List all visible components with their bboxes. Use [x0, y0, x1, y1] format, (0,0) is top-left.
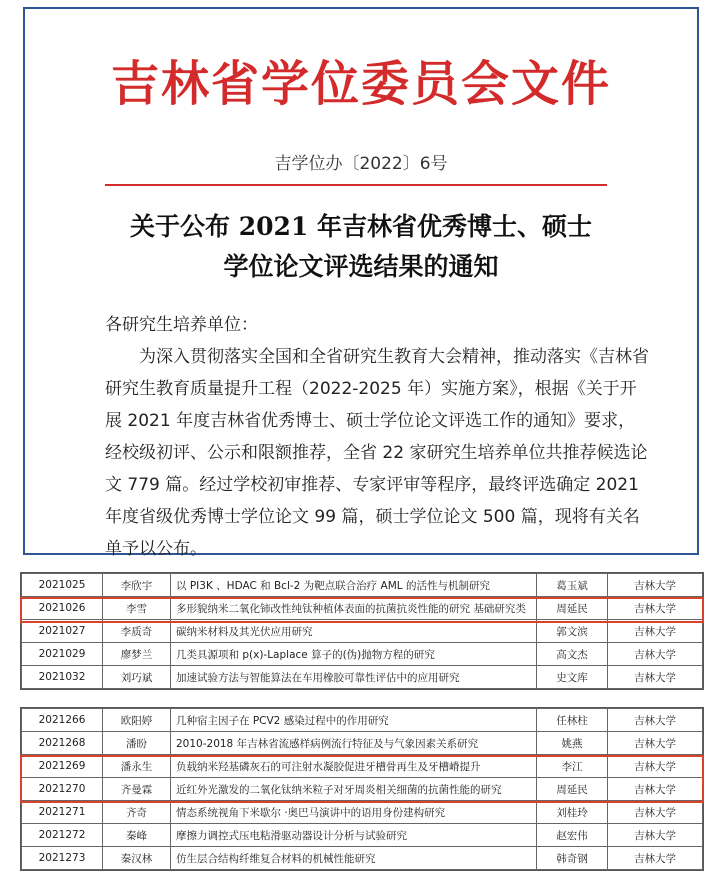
salutation: 各研究生培养单位： [105, 315, 258, 335]
cell-title: 加速试验方法与智能算法在车用橡胶可靠性评估中的应用研究 [171, 666, 537, 689]
body-paragraph: 为深入贯彻落实全国和全省研究生教育大会精神，推动落实《吉林省研究生教育质量提升工程（2022-2025 年）实施方案》，根据《关于开展 2021 年度吉林省优秀博士、硕士学位论文评选工作的通知》要求，经校级初评、公示和限额推荐，全省 22 家研究生培养单位共推荐候选论文 779 篇。经过学校初审推荐、专家评审等程序，最终评选确定 2021 年度省级优秀博士学位论文 99 篇，硕士学位论文 500 篇，现将有关名单予以公布。 [105, 347, 649, 559]
cell-name: 李欣宇 [103, 574, 171, 597]
cell-name: 潘盼 [103, 732, 171, 755]
document-title [25, 207, 697, 287]
cell-id: 2021029 [22, 643, 103, 666]
cell-supervisor: 刘桂玲 [537, 801, 608, 824]
cell-supervisor: 李江 [537, 755, 608, 778]
cell-name: 欧阳婷 [103, 709, 171, 732]
cell-name: 李雪 [103, 597, 171, 620]
title-line-2: 学位论文评选结果的通知 [223, 252, 499, 281]
cell-id: 2021268 [22, 732, 103, 755]
document-image [23, 7, 699, 559]
table-row [22, 801, 703, 824]
cell-id: 2021271 [22, 801, 103, 824]
cell-id: 2021269 [22, 755, 103, 778]
document-body [105, 309, 649, 565]
results-table-1 [20, 572, 704, 690]
cell-school: 吉林大学 [608, 755, 703, 778]
results-table-2-grid [21, 708, 703, 870]
table-row [22, 709, 703, 732]
title-line-1: 关于公布 2021 年吉林省优秀博士、硕士 [130, 212, 592, 241]
cell-title: 摩擦力调控式压电粘滑驱动器设计分析与试验研究 [171, 824, 537, 847]
cell-name: 潘永生 [103, 755, 171, 778]
results-table-2 [20, 707, 704, 871]
cell-name: 齐曼霖 [103, 778, 171, 801]
cell-supervisor: 高文杰 [537, 643, 608, 666]
red-divider [105, 184, 607, 186]
cell-supervisor: 史文库 [537, 666, 608, 689]
cell-name: 齐奇 [103, 801, 171, 824]
cell-name: 秦峰 [103, 824, 171, 847]
cell-supervisor: 周延民 [537, 778, 608, 801]
cell-id: 2021027 [22, 620, 103, 643]
cell-name: 李质奇 [103, 620, 171, 643]
table-row [22, 732, 703, 755]
cell-id: 2021032 [22, 666, 103, 689]
table-row [22, 824, 703, 847]
cell-id: 2021273 [22, 847, 103, 870]
table-row [22, 597, 703, 620]
table-row [22, 847, 703, 870]
cell-title: 近红外光激发的二氧化钛纳米粒子对牙周炎相关细菌的抗菌性能的研究 [171, 778, 537, 801]
cell-supervisor: 郭文滨 [537, 620, 608, 643]
table-row [22, 620, 703, 643]
cell-school: 吉林大学 [608, 620, 703, 643]
cell-school: 吉林大学 [608, 574, 703, 597]
cell-title: 2010-2018 年吉林省流感样病例流行特征及与气象因素关系研究 [171, 732, 537, 755]
cell-supervisor: 周延民 [537, 597, 608, 620]
cell-school: 吉林大学 [608, 709, 703, 732]
cell-supervisor: 葛玉斌 [537, 574, 608, 597]
cell-school: 吉林大学 [608, 666, 703, 689]
results-table-1-grid [21, 573, 703, 689]
cell-supervisor: 姚燕 [537, 732, 608, 755]
cell-school: 吉林大学 [608, 847, 703, 870]
cell-title: 几种宿主因子在 PCV2 感染过程中的作用研究 [171, 709, 537, 732]
cell-title: 仿生层合结构纤维复合材料的机械性能研究 [171, 847, 537, 870]
cell-id: 2021026 [22, 597, 103, 620]
cell-title: 几类具源项和 p(x)-Laplace 算子的(伪)抛物方程的研究 [171, 643, 537, 666]
document-number: 吉学位办〔2022〕6号 [274, 154, 448, 174]
cell-supervisor: 赵宏伟 [537, 824, 608, 847]
cell-title: 以 PI3K 、HDAC 和 Bcl-2 为靶点联合治疗 AML 的活性与机制研究 [171, 574, 537, 597]
table-row [22, 666, 703, 689]
cell-school: 吉林大学 [608, 778, 703, 801]
table-row [22, 574, 703, 597]
cell-school: 吉林大学 [608, 732, 703, 755]
cell-id: 2021270 [22, 778, 103, 801]
cell-name: 刘巧斌 [103, 666, 171, 689]
document-header: 吉林省学位委员会文件 [110, 56, 611, 112]
cell-school: 吉林大学 [608, 597, 703, 620]
cell-title: 负载纳米羟基磷灰石的可注射水凝胶促进牙槽骨再生及牙槽嵴提升 [171, 755, 537, 778]
cell-id: 2021272 [22, 824, 103, 847]
table-row [22, 755, 703, 778]
cell-title: 多形貌纳米二氧化铈改性纯钛种植体表面的抗菌抗炎性能的研究 基础研究类 [171, 597, 537, 620]
cell-supervisor: 韩奇钢 [537, 847, 608, 870]
cell-school: 吉林大学 [608, 824, 703, 847]
cell-supervisor: 任林柱 [537, 709, 608, 732]
cell-school: 吉林大学 [608, 643, 703, 666]
table-row [22, 778, 703, 801]
cell-school: 吉林大学 [608, 801, 703, 824]
cell-name: 秦汉林 [103, 847, 171, 870]
cell-id: 2021025 [22, 574, 103, 597]
cell-title: 情态系统视角下米歇尔 ·奥巴马演讲中的语用身份建构研究 [171, 801, 537, 824]
table-row [22, 643, 703, 666]
cell-name: 廖梦兰 [103, 643, 171, 666]
cell-title: 碳纳米材料及其光伏应用研究 [171, 620, 537, 643]
cell-id: 2021266 [22, 709, 103, 732]
